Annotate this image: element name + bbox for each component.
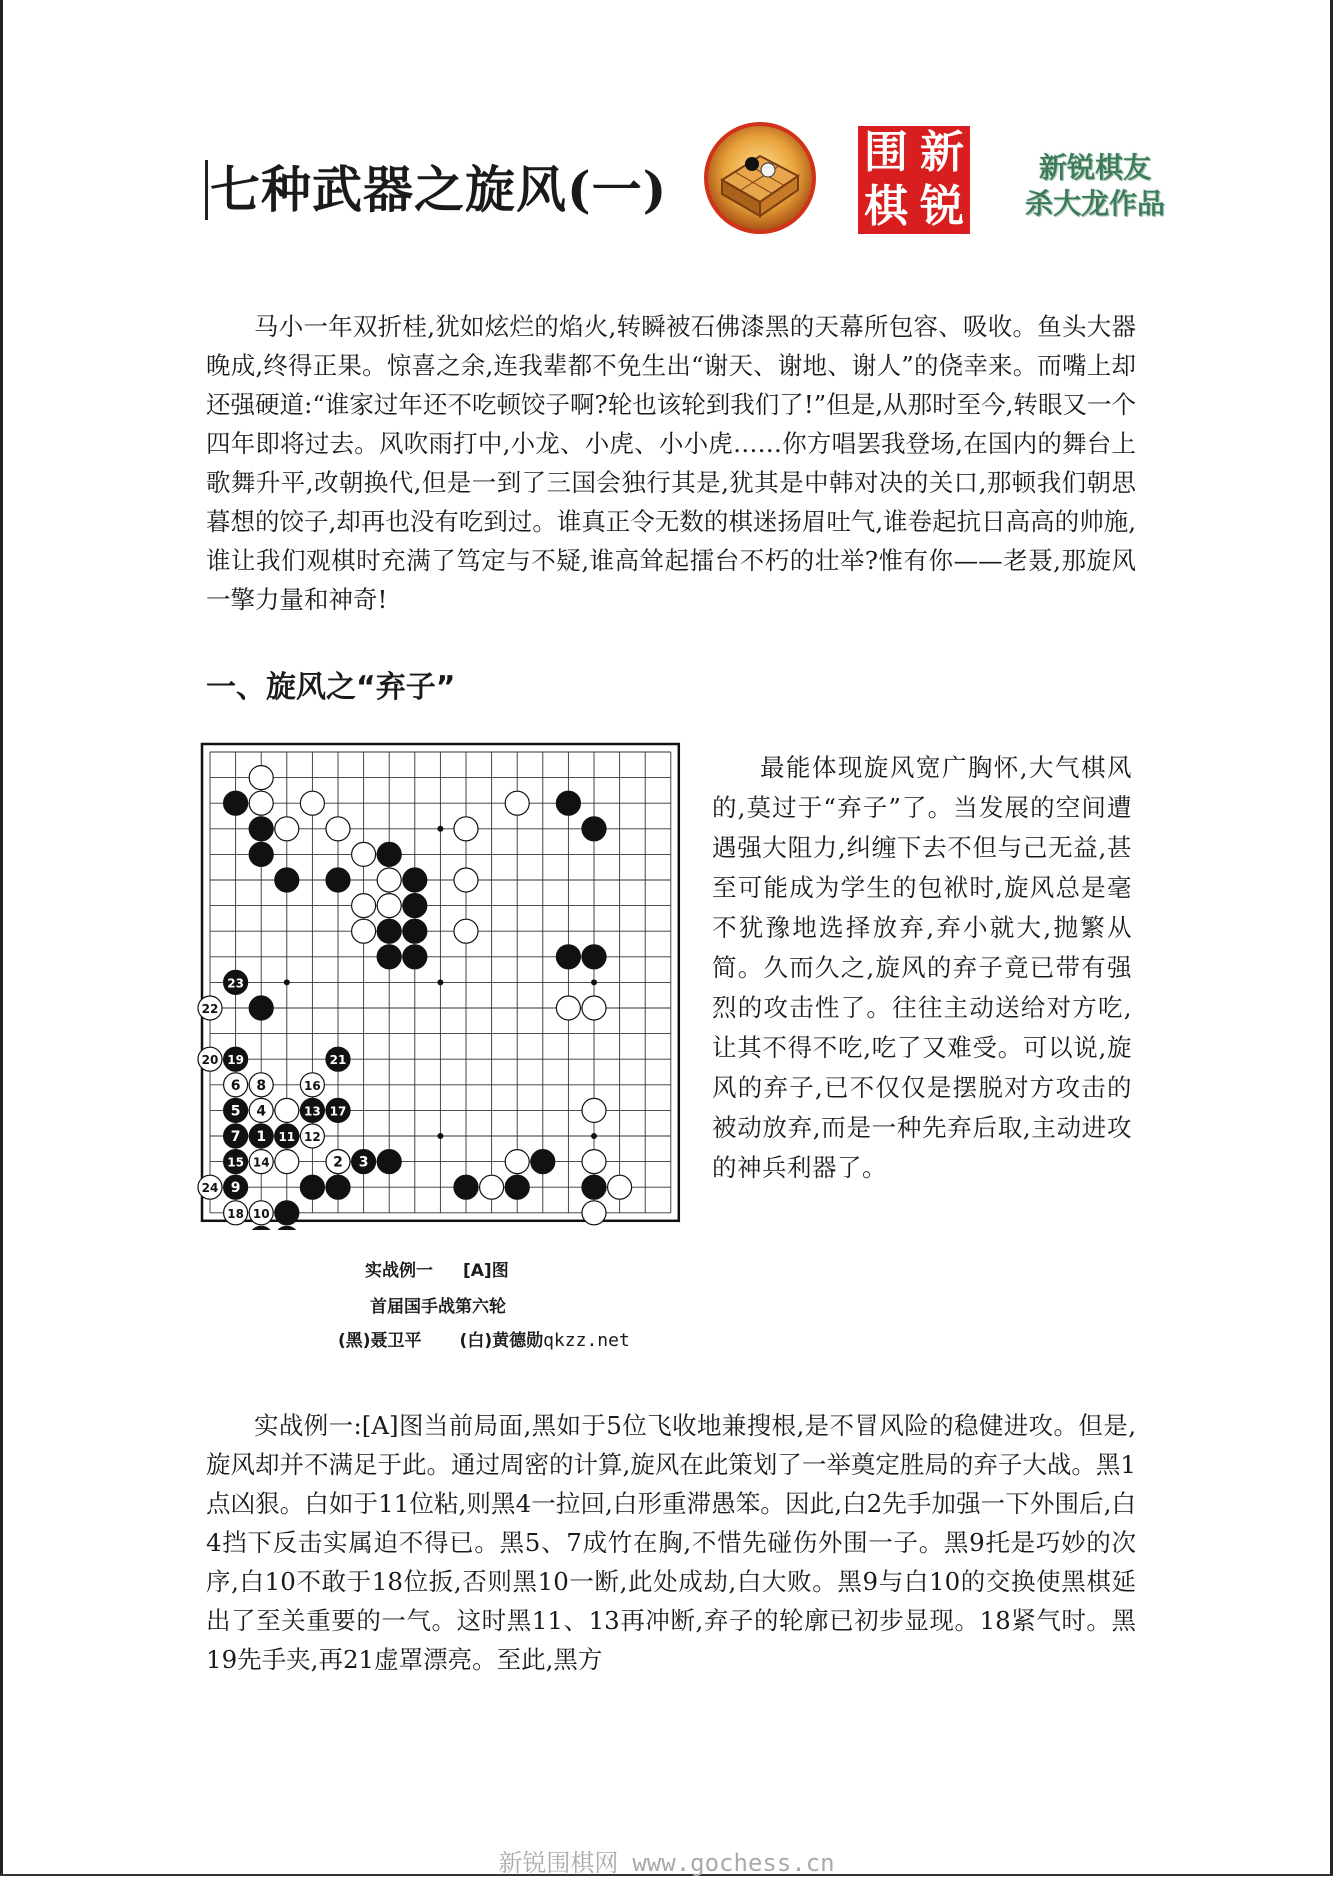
move-number-label: 2	[333, 1154, 343, 1171]
black-stone	[377, 919, 401, 943]
black-stone	[249, 996, 273, 1020]
badge-line-1: 新锐棋友	[1038, 151, 1151, 184]
move-number-label: 18	[227, 1206, 244, 1221]
black-player: (黑)聂卫平	[338, 1331, 422, 1351]
black-stone	[300, 1175, 324, 1199]
move-number-label: 24	[201, 1181, 219, 1196]
white-stone	[582, 1150, 606, 1174]
white-stone	[352, 894, 376, 918]
black-stone	[403, 894, 427, 918]
white-stone	[249, 766, 273, 790]
white-stone	[454, 868, 478, 892]
black-stone	[582, 945, 606, 969]
white-stone	[377, 894, 401, 918]
white-stone	[300, 791, 324, 815]
white-stone	[556, 996, 580, 1020]
white-stone	[352, 919, 376, 943]
white-stone	[377, 868, 401, 892]
move-number-label: 7	[230, 1129, 241, 1145]
white-stone	[249, 791, 273, 815]
white-stone	[505, 791, 529, 815]
move-number-label: 4	[256, 1103, 267, 1120]
star-point	[591, 979, 597, 985]
star-point	[591, 1133, 597, 1139]
black-stone	[275, 1226, 299, 1230]
move-number-label: 19	[227, 1053, 244, 1068]
figure-caption-event: 首届国手战第六轮	[370, 1297, 506, 1317]
move-number-label: 5	[230, 1103, 241, 1120]
page-footer	[0, 1843, 1333, 1878]
black-stone	[403, 945, 427, 969]
black-stone	[505, 1175, 529, 1199]
go-board-diagram	[190, 740, 690, 1230]
star-point	[437, 979, 443, 985]
white-stone	[454, 817, 478, 841]
black-stone	[249, 817, 273, 841]
white-stone	[582, 1201, 606, 1225]
white-player: (白)黄德勋	[459, 1331, 544, 1351]
move-number-label: 20	[201, 1053, 219, 1068]
seal-char-3: 棋	[864, 181, 908, 232]
move-number-label: 6	[230, 1077, 241, 1094]
white-stone	[454, 919, 478, 943]
white-stone	[480, 1175, 504, 1199]
side-paragraph: 最能体现旋风宽广胸怀,大气棋风的,莫过于“弃子”了。当发展的空间遭遇强大阻力,纠缠下去不但与己无益,甚至可能成为学生的包袱时,旋风总是毫不犹豫地选择放弃,弃小就大,抛繁从简。久而久之,旋风的弃子竟已带有强烈的攻击性了。往往主动送给对方吃,让其不得不吃,吃了又难受。可以说,旋风的弃子,已不仅仅是摆脱对方攻击的被动放弃,而是一种先弃后取,主动进攻的神兵利器了。	[712, 753, 1132, 1182]
black-stone	[403, 868, 427, 892]
seal-char-2: 新	[920, 127, 964, 178]
star-point	[437, 826, 443, 832]
black-stone	[556, 791, 580, 815]
xinrui-weiqi-seal	[858, 126, 970, 234]
move-number-label: 10	[252, 1206, 270, 1221]
black-stone	[403, 919, 427, 943]
move-number-label: 14	[252, 1155, 270, 1170]
black-stone	[531, 1150, 555, 1174]
caption-title: 实战例一	[365, 1261, 433, 1281]
white-stone	[582, 1098, 606, 1122]
white-stone	[326, 817, 350, 841]
star-point	[284, 979, 290, 985]
caption-label: [A]图	[463, 1261, 509, 1281]
white-stone	[608, 1175, 632, 1199]
badge-line-2: 杀大龙作品	[1024, 187, 1165, 220]
move-number-label: 1	[256, 1129, 267, 1145]
page-border-left	[0, 0, 3, 1876]
footer-site-name: 新锐围棋网	[498, 1849, 619, 1877]
black-stone	[326, 868, 350, 892]
move-number-label: 12	[304, 1130, 321, 1144]
black-stone	[556, 945, 580, 969]
main-paragraph: 实战例一:[A]图当前局面,黑如于5位飞收地兼搜根,是不冒风险的稳健进攻。但是,旋风却并不满足于此。通过周密的计算,旋风在此策划了一举奠定胜局的弃子大战。黑1点凶狠。白如于11位粘,则黑4一拉回,白形重滞愚笨。因此,白2先手加强一下外围后,白4挡下反击实属迫不得已。黑5、7成竹在胸,不惜先碰伤外围一子。黑9托是巧妙的次序,白10不敢于18位扳,否则黑10一断,此处成劫,白大败。黑9与白10的交换使黑棋延出了至关重要的一气。这时黑11、13再冲断,弃子的轮廓已初步显现。18紧气时。黑19先手夹,再21虚罩漂亮。至此,黑方	[206, 1411, 1136, 1674]
black-stone	[275, 868, 299, 892]
black-stone	[377, 945, 401, 969]
black-stone	[454, 1175, 478, 1199]
move-number-label: 22	[201, 1002, 219, 1016]
white-stone	[275, 1150, 299, 1174]
black-stone	[326, 1175, 350, 1199]
black-stone	[377, 1150, 401, 1174]
black-stone	[582, 1175, 606, 1199]
page-title: 七种武器之旋风(一)	[205, 160, 667, 220]
white-stone	[352, 842, 376, 866]
footer-url: www.gochess.cn	[632, 1849, 835, 1877]
move-number-label: 23	[227, 976, 244, 991]
figure-source: qkzz.net	[543, 1330, 630, 1351]
move-number-label: 17	[329, 1104, 347, 1119]
figure-caption-title	[365, 1256, 509, 1281]
move-number-label: 3	[358, 1154, 369, 1171]
white-stone	[505, 1150, 529, 1174]
black-stone	[377, 842, 401, 866]
move-number-label: 11	[278, 1130, 296, 1144]
black-stone	[249, 1226, 273, 1230]
white-stone	[275, 817, 299, 841]
section-heading: 一、旋风之“弃子”	[206, 670, 456, 705]
intro-paragraph: 马小一年双折桂,犹如炫烂的焰火,转瞬被石佛漆黑的天幕所包容、吸收。鱼头大器晚成,终得正果。惊喜之余,连我辈都不免生出“谢天、谢地、谢人”的侥幸来。而嘴上却还强硬道:“谁家过年还不吃顿饺子啊?轮也该轮到我们了!”但是,从那时至今,转眼又一个四年即将过去。风吹雨打中,小龙、小虎、小小虎……你方唱罢我登场,在国内的舞台上歌舞升平,改朝换代,但是一到了三国会独行其是,犹其是中韩对决的关口,那顿我们朝思暮想的饺子,却再也没有吃到过。谁真正令无数的棋迷扬眉吐气,谁卷起抗日高高的帅施,谁让我们观棋时充满了笃定与不疑,谁高耸起擂台不朽的壮举?惟有你——老聂,那旋风一擎力量和神奇!	[206, 312, 1136, 614]
move-number-label: 13	[304, 1104, 321, 1119]
author-badge	[1010, 150, 1180, 222]
go-board-logo-icon	[700, 118, 820, 236]
figure-caption-players	[338, 1326, 630, 1351]
seal-char-1: 围	[864, 127, 908, 178]
black-stone	[275, 1201, 299, 1225]
move-number-label: 9	[230, 1180, 241, 1197]
star-point	[437, 1133, 443, 1139]
move-number-label: 8	[256, 1077, 267, 1094]
black-stone	[582, 817, 606, 841]
black-stone	[224, 791, 248, 815]
move-number-label: 15	[227, 1155, 244, 1170]
seal-char-4: 锐	[920, 181, 964, 232]
white-stone	[582, 996, 606, 1020]
move-number-label: 21	[329, 1053, 347, 1068]
black-stone	[249, 842, 273, 866]
move-number-label: 16	[304, 1078, 321, 1093]
white-stone	[275, 1098, 299, 1122]
